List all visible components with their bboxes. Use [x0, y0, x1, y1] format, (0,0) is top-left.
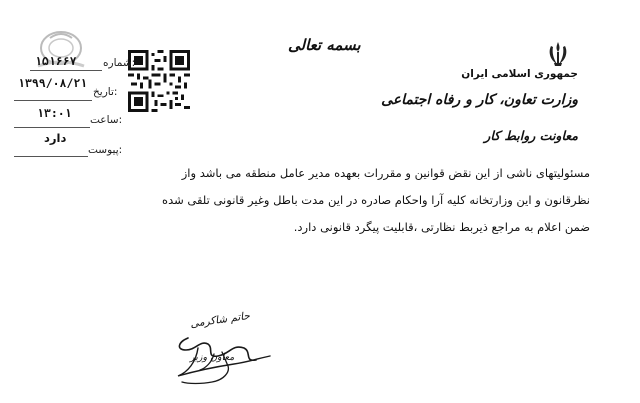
date-label: تاریخ: — [93, 86, 118, 98]
body-line-2: نظرقانون و این وزارتخانه کلیه آرا واحکام صادره در این مدت باطل وغیر قانونی تلقی شده — [162, 193, 590, 207]
number-label: شماره: — [103, 57, 136, 69]
body-line-3: ضمن اعلام به مراجع ذیربط نظارتی ،قابلیت پیگرد قانونی دارد. — [293, 220, 590, 234]
time-label: ساعت: — [90, 114, 123, 126]
attachment-label: پیوست: — [88, 144, 123, 156]
number-value: ۱۵۱۶۶۷ — [35, 54, 77, 68]
attachment-value: دارد — [44, 131, 67, 145]
org-name-deputy: معاونت روابط کار — [484, 128, 578, 143]
date-value: ۱۳۹۹/۰۸/۲۱ — [18, 76, 88, 90]
letter-body — [45, 160, 590, 241]
number-underline — [30, 70, 102, 71]
time-value: ۱۳:۰۱ — [37, 106, 72, 120]
iran-emblem-icon — [544, 40, 572, 68]
time-underline — [14, 127, 90, 128]
org-name-ministry: وزارت تعاون، کار و رفاه اجتماعی — [381, 92, 578, 108]
bismillah-heading: بسمه تعالی — [288, 36, 361, 54]
attachment-underline — [14, 156, 88, 157]
body-line-1: مسئولیتهای ناشی از این نقض قوانین و مقررات بعهده مدیر عامل منطقه می باشد واز — [181, 166, 590, 180]
org-name-country: جمهوری اسلامی ایران — [461, 68, 578, 80]
qr-code-icon — [128, 50, 190, 112]
date-underline — [14, 100, 92, 101]
signatory-title: معاون وزیر — [190, 352, 235, 363]
signatory-name: حاتم شاکرمی — [189, 309, 251, 331]
